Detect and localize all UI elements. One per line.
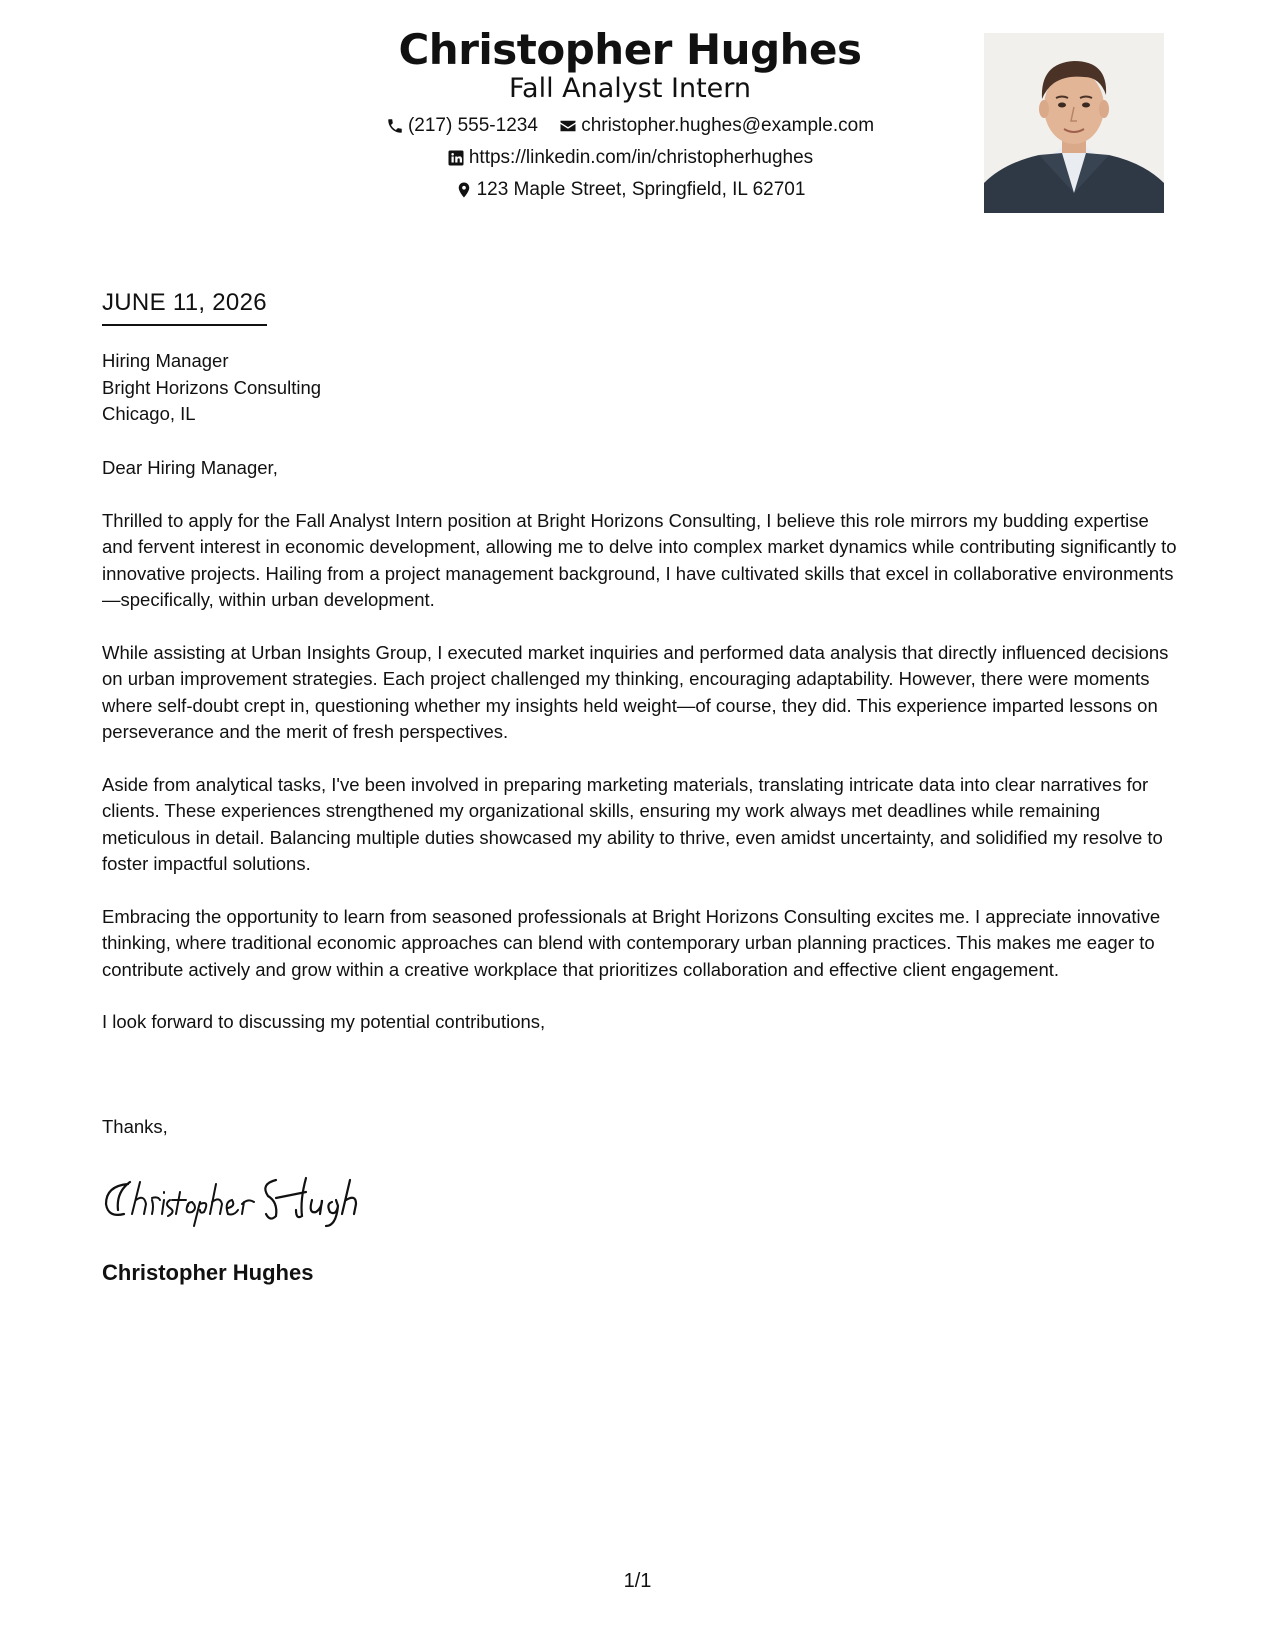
linkedin-text: https://linkedin.com/in/christopherhughes bbox=[468, 147, 814, 168]
closing: Thanks, bbox=[102, 1116, 168, 1137]
map-pin-icon bbox=[455, 181, 473, 199]
recipient-block bbox=[102, 348, 321, 428]
job-title: Fall Analyst Intern bbox=[508, 73, 752, 104]
body-paragraph-5: I look forward to discussing my potential contributions, bbox=[102, 1011, 546, 1032]
address-text: 123 Maple Street, Springfield, IL 62701 bbox=[476, 179, 806, 200]
contact-row-1 bbox=[330, 114, 930, 142]
phone-contact[interactable] bbox=[386, 114, 538, 138]
phone-text: (217) 555-1234 bbox=[407, 115, 538, 136]
recipient-title: Hiring Manager bbox=[102, 350, 229, 371]
email-contact[interactable] bbox=[559, 114, 874, 138]
address-contact bbox=[455, 178, 806, 202]
body-paragraph-3: Aside from analytical tasks, I've been involved in preparing marketing materials, translating intricate data into clear narratives for clients. These experiences strengthened my organizational skills, ensuring my work always met deadlines while remaining meticulous in detail. Balancing multiple duties showcased my ability to thrive, even amidst uncertainty, and solidified my resolve to foster impactful solutions. bbox=[102, 773, 1163, 874]
contact-row-2 bbox=[330, 146, 930, 174]
salutation: Dear Hiring Manager, bbox=[102, 457, 278, 478]
profile-photo bbox=[984, 33, 1164, 213]
letter-date: JUNE 11, 2026 bbox=[102, 288, 267, 326]
body-paragraph-1: Thrilled to apply for the Fall Analyst Intern position at Bright Horizons Consulting, I believe this role mirrors my budding expertise and fervent interest in economic development, allowing me to delve into complex market dynamics while contributing significantly to innovative projects. Hailing from a project management background, I have cultivated skills that excel in collaborative environments—specifically, within urban development. bbox=[102, 509, 1177, 610]
envelope-icon bbox=[559, 117, 577, 135]
page-number: 1/1 bbox=[623, 1570, 652, 1592]
linkedin-icon bbox=[447, 149, 465, 167]
recipient-location: Chicago, IL bbox=[102, 403, 196, 424]
contact-row-3 bbox=[330, 178, 930, 206]
candidate-name: Christopher Hughes bbox=[398, 25, 862, 74]
letter-body bbox=[102, 455, 1177, 1062]
body-paragraph-2: While assisting at Urban Insights Group, I executed market inquiries and performed data analysis that directly influenced decisions on urban improvement strategies. Each project challenged my thinking, encouraging adaptability. However, there were moments where self-doubt crept in, questioning whether my insights held weight—of course, they did. This experience imparted lessons on perseverance and the merit of fresh perspectives. bbox=[102, 641, 1169, 742]
recipient-company: Bright Horizons Consulting bbox=[102, 376, 322, 398]
email-text: christopher.hughes@example.com bbox=[581, 115, 875, 136]
body-paragraph-4: Embracing the opportunity to learn from seasoned professionals at Bright Horizons Consulting excites me. I appreciate innovative thinking, where traditional economic approaches can blend with contemporary urban planning practices. This makes me eager to contribute actively and grow within a creative workplace that prioritizes collaboration and effective client engagement. bbox=[102, 905, 1161, 980]
handwritten-signature bbox=[100, 1170, 380, 1230]
linkedin-contact[interactable] bbox=[447, 146, 813, 170]
signer-name: Christopher Hughes bbox=[102, 1260, 314, 1285]
phone-icon bbox=[386, 117, 404, 135]
